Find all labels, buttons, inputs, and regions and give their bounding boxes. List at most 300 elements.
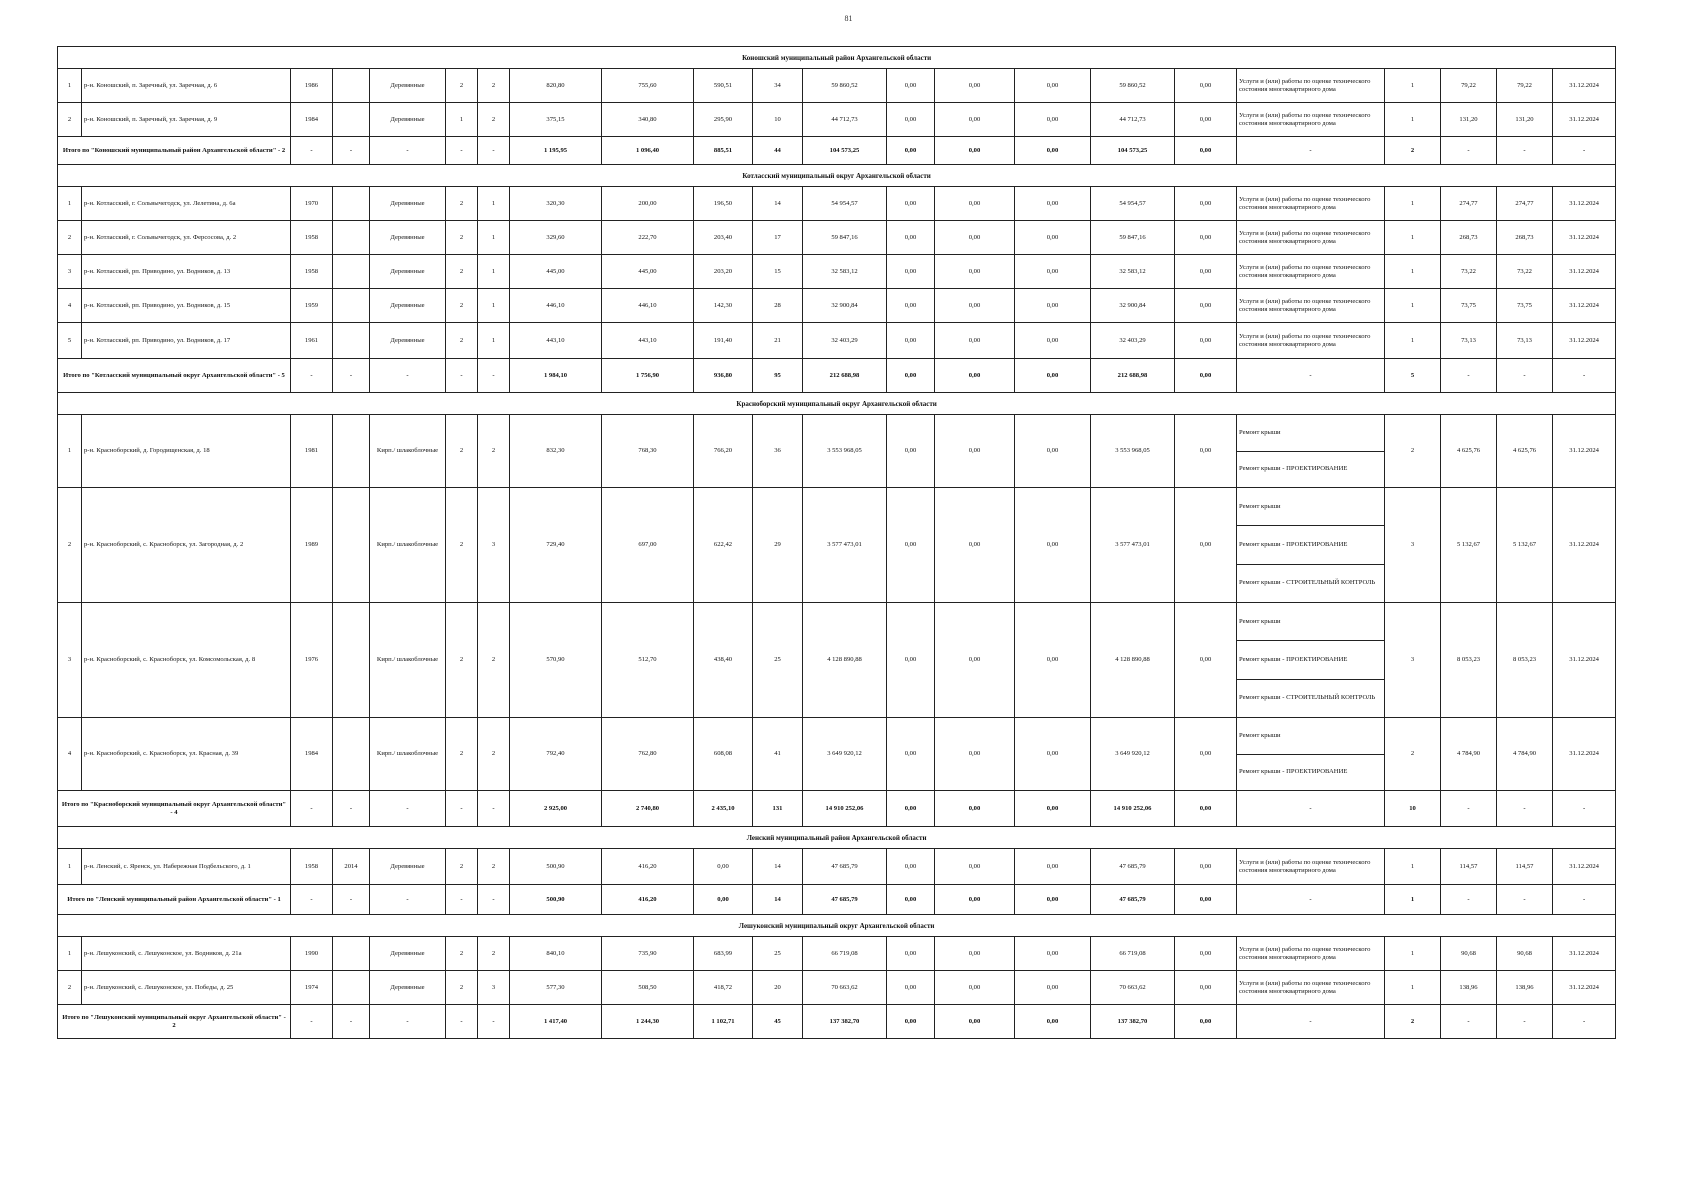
section-title: Красноборский муниципальный округ Архангельской области — [58, 393, 1616, 415]
wall-material-cell: Деревянные — [370, 69, 446, 103]
year-overhaul-cell — [333, 221, 370, 255]
dash-cell: - — [370, 885, 446, 915]
address-cell: р-н. Красноборский, с. Красноборск, ул. Красная, д. 39 — [82, 718, 291, 791]
wall-material-cell: Кирп./ шлакоблочные — [370, 415, 446, 488]
work-count-cell: 1 — [1385, 103, 1441, 137]
total-fund-owners: 14 910 252,06 — [1091, 791, 1175, 827]
dash-cell: - — [478, 137, 510, 165]
floors-cell: 2 — [446, 69, 478, 103]
year-built-cell: 1958 — [291, 255, 333, 289]
year-built-cell: 1958 — [291, 849, 333, 885]
year-overhaul-cell: 2014 — [333, 849, 370, 885]
section-title: Коношский муниципальный район Архангельской области — [58, 47, 1616, 69]
fund-other-cell: 0,00 — [1175, 103, 1237, 137]
work-type-item: Ремонт крыши - СТРОИТЕЛЬНЫЙ КОНТРОЛЬ — [1237, 564, 1384, 602]
dash-cell: - — [446, 791, 478, 827]
dash-cell: - — [446, 1005, 478, 1039]
area-residential-cell: 222,70 — [602, 221, 694, 255]
fund-federal-cell: 0,00 — [887, 255, 935, 289]
wall-material-cell: Деревянные — [370, 103, 446, 137]
dash-cell: - — [333, 1005, 370, 1039]
area-residential-cell: 762,80 — [602, 718, 694, 791]
work-count-cell: 3 — [1385, 603, 1441, 718]
year-overhaul-cell — [333, 488, 370, 603]
year-overhaul-cell — [333, 323, 370, 359]
dash-cell: - — [1441, 791, 1497, 827]
residents-cell: 14 — [753, 849, 803, 885]
work-count-cell: 2 — [1385, 718, 1441, 791]
entrances-cell: 2 — [478, 603, 510, 718]
dash-cell: - — [370, 791, 446, 827]
area-residential-cell: 416,20 — [602, 849, 694, 885]
cost-total-cell: 3 553 968,05 — [803, 415, 887, 488]
area-total-cell: 445,00 — [510, 255, 602, 289]
row-number: 1 — [58, 937, 82, 971]
fund-federal-cell: 0,00 — [887, 187, 935, 221]
work-types-cell — [1237, 937, 1385, 971]
max-unit-cost-cell: 5 132,67 — [1497, 488, 1553, 603]
area-private-cell: 196,50 — [694, 187, 753, 221]
work-types-cell — [1237, 849, 1385, 885]
cost-total-cell: 4 128 890,88 — [803, 603, 887, 718]
year-overhaul-cell — [333, 187, 370, 221]
year-built-cell: 1986 — [291, 69, 333, 103]
total-cost: 47 685,79 — [803, 885, 887, 915]
dash-cell: - — [370, 359, 446, 393]
total-fund-owners: 104 573,25 — [1091, 137, 1175, 165]
deadline-cell: 31.12.2024 — [1553, 971, 1616, 1005]
dash-cell: - — [1441, 885, 1497, 915]
dash-cell: - — [1497, 885, 1553, 915]
table-row — [58, 937, 1616, 971]
work-types-cell — [1237, 289, 1385, 323]
work-count-cell: 1 — [1385, 187, 1441, 221]
address-cell: р-н. Красноборский, с. Красноборск, ул. Комсомольская, д. 8 — [82, 603, 291, 718]
total-residents: 45 — [753, 1005, 803, 1039]
cost-total-cell: 3 649 920,12 — [803, 718, 887, 791]
total-area-private: 885,51 — [694, 137, 753, 165]
fund-other-cell: 0,00 — [1175, 187, 1237, 221]
floors-cell: 2 — [446, 415, 478, 488]
dash-cell: - — [478, 885, 510, 915]
total-residents: 95 — [753, 359, 803, 393]
dash-cell: - — [333, 791, 370, 827]
cost-total-cell: 32 403,29 — [803, 323, 887, 359]
fund-federal-cell: 0,00 — [887, 221, 935, 255]
fund-other-cell: 0,00 — [1175, 255, 1237, 289]
unit-cost-cell: 79,22 — [1441, 69, 1497, 103]
floors-cell: 2 — [446, 323, 478, 359]
dash-cell: - — [1441, 137, 1497, 165]
dash-cell: - — [1237, 1005, 1385, 1039]
work-type-item: Услуги и (или) работы по оценке технического состояния многоквартирного дома — [1239, 858, 1371, 874]
work-count-cell: 1 — [1385, 971, 1441, 1005]
dash-cell: - — [1497, 791, 1553, 827]
capital-repair-table — [57, 46, 1616, 1039]
fund-owners-cell: 59 860,52 — [1091, 69, 1175, 103]
deadline-cell: 31.12.2024 — [1553, 415, 1616, 488]
work-type-item: Услуги и (или) работы по оценке технического состояния многоквартирного дома — [1239, 111, 1371, 127]
residents-cell: 36 — [753, 415, 803, 488]
fund-local-cell: 0,00 — [1015, 323, 1091, 359]
fund-other-cell: 0,00 — [1175, 289, 1237, 323]
deadline-cell: 31.12.2024 — [1553, 603, 1616, 718]
dash-cell: - — [1497, 1005, 1553, 1039]
cost-total-cell: 54 954,57 — [803, 187, 887, 221]
section-title: Котласский муниципальный округ Архангельской области — [58, 165, 1616, 187]
table-row — [58, 187, 1616, 221]
work-count-cell: 1 — [1385, 255, 1441, 289]
cost-total-cell: 66 719,08 — [803, 937, 887, 971]
max-unit-cost-cell: 90,68 — [1497, 937, 1553, 971]
floors-cell: 2 — [446, 488, 478, 603]
wall-material-cell: Деревянные — [370, 323, 446, 359]
dash-cell: - — [1237, 137, 1385, 165]
table-row — [58, 103, 1616, 137]
max-unit-cost-cell: 79,22 — [1497, 69, 1553, 103]
area-total-cell: 446,10 — [510, 289, 602, 323]
area-private-cell: 191,40 — [694, 323, 753, 359]
residents-cell: 21 — [753, 323, 803, 359]
dash-cell: - — [370, 1005, 446, 1039]
total-fund-owners: 212 688,98 — [1091, 359, 1175, 393]
unit-cost-cell: 131,20 — [1441, 103, 1497, 137]
row-number: 1 — [58, 849, 82, 885]
total-cost: 104 573,25 — [803, 137, 887, 165]
area-residential-cell: 200,00 — [602, 187, 694, 221]
total-area-private: 0,00 — [694, 885, 753, 915]
fund-owners-cell: 32 403,29 — [1091, 323, 1175, 359]
max-unit-cost-cell: 138,96 — [1497, 971, 1553, 1005]
year-overhaul-cell — [333, 937, 370, 971]
dash-cell: - — [1237, 885, 1385, 915]
year-built-cell: 1970 — [291, 187, 333, 221]
dash-cell: - — [446, 359, 478, 393]
fund-regional-cell: 0,00 — [935, 849, 1015, 885]
work-type-item: Ремонт крыши - ПРОЕКТИРОВАНИЕ — [1237, 754, 1384, 791]
fund-other-cell: 0,00 — [1175, 937, 1237, 971]
area-residential-cell: 512,70 — [602, 603, 694, 718]
fund-federal-cell: 0,00 — [887, 488, 935, 603]
fund-local-cell: 0,00 — [1015, 971, 1091, 1005]
table-row — [58, 255, 1616, 289]
year-built-cell: 1984 — [291, 718, 333, 791]
total-label: Итого по "Красноборский муниципальный округ Архангельской области" - 4 — [58, 791, 291, 827]
total-fund-regional: 0,00 — [935, 137, 1015, 165]
work-type-item: Ремонт крыши — [1239, 502, 1281, 510]
work-types-cell — [1237, 415, 1385, 488]
cost-total-cell: 59 860,52 — [803, 69, 887, 103]
dash-cell: - — [1441, 359, 1497, 393]
section-total-row — [58, 885, 1616, 915]
deadline-cell: 31.12.2024 — [1553, 323, 1616, 359]
wall-material-cell: Деревянные — [370, 937, 446, 971]
total-cost: 212 688,98 — [803, 359, 887, 393]
wall-material-cell: Деревянные — [370, 221, 446, 255]
residents-cell: 28 — [753, 289, 803, 323]
dash-cell: - — [333, 885, 370, 915]
residents-cell: 17 — [753, 221, 803, 255]
work-type-item: Услуги и (или) работы по оценке технического состояния многоквартирного дома — [1239, 297, 1371, 313]
row-number: 5 — [58, 323, 82, 359]
residents-cell: 20 — [753, 971, 803, 1005]
table-row — [58, 323, 1616, 359]
dash-cell: - — [1497, 137, 1553, 165]
cost-total-cell: 47 685,79 — [803, 849, 887, 885]
section-total-row — [58, 137, 1616, 165]
total-fund-other: 0,00 — [1175, 359, 1237, 393]
fund-local-cell: 0,00 — [1015, 187, 1091, 221]
residents-cell: 25 — [753, 603, 803, 718]
work-types-cell — [1237, 488, 1385, 603]
deadline-cell: 31.12.2024 — [1553, 488, 1616, 603]
area-private-cell: 0,00 — [694, 849, 753, 885]
total-area-residential: 1 096,40 — [602, 137, 694, 165]
year-built-cell: 1961 — [291, 323, 333, 359]
year-overhaul-cell — [333, 415, 370, 488]
fund-federal-cell: 0,00 — [887, 971, 935, 1005]
total-area-total: 1 195,95 — [510, 137, 602, 165]
row-number: 2 — [58, 103, 82, 137]
floors-cell: 2 — [446, 221, 478, 255]
total-area-total: 1 417,40 — [510, 1005, 602, 1039]
fund-local-cell: 0,00 — [1015, 289, 1091, 323]
unit-cost-cell: 274,77 — [1441, 187, 1497, 221]
area-total-cell: 792,40 — [510, 718, 602, 791]
residents-cell: 15 — [753, 255, 803, 289]
floors-cell: 1 — [446, 103, 478, 137]
unit-cost-cell: 8 053,23 — [1441, 603, 1497, 718]
deadline-cell: 31.12.2024 — [1553, 69, 1616, 103]
address-cell: р-н. Котласский, рп. Приводино, ул. Водников, д. 13 — [82, 255, 291, 289]
total-fund-local: 0,00 — [1015, 791, 1091, 827]
floors-cell: 2 — [446, 187, 478, 221]
fund-regional-cell: 0,00 — [935, 69, 1015, 103]
section-total-row — [58, 791, 1616, 827]
fund-other-cell: 0,00 — [1175, 69, 1237, 103]
section-header-row — [58, 915, 1616, 937]
total-fund-federal: 0,00 — [887, 791, 935, 827]
year-overhaul-cell — [333, 255, 370, 289]
fund-federal-cell: 0,00 — [887, 415, 935, 488]
address-cell: р-н. Ленский, с. Яренск, ул. Набережная Подбельского, д. 1 — [82, 849, 291, 885]
total-fund-federal: 0,00 — [887, 137, 935, 165]
max-unit-cost-cell: 131,20 — [1497, 103, 1553, 137]
total-work-count: 5 — [1385, 359, 1441, 393]
work-type-item: Ремонт крыши - ПРОЕКТИРОВАНИЕ — [1237, 451, 1384, 488]
work-count-cell: 1 — [1385, 221, 1441, 255]
total-fund-owners: 47 685,79 — [1091, 885, 1175, 915]
area-residential-cell: 735,90 — [602, 937, 694, 971]
fund-other-cell: 0,00 — [1175, 221, 1237, 255]
table-row — [58, 289, 1616, 323]
fund-other-cell: 0,00 — [1175, 718, 1237, 791]
section-title: Ленский муниципальный район Архангельской области — [58, 827, 1616, 849]
fund-owners-cell: 32 900,84 — [1091, 289, 1175, 323]
dash-cell: - — [1237, 791, 1385, 827]
total-fund-regional: 0,00 — [935, 791, 1015, 827]
area-residential-cell: 445,00 — [602, 255, 694, 289]
fund-regional-cell: 0,00 — [935, 289, 1015, 323]
deadline-cell: 31.12.2024 — [1553, 937, 1616, 971]
fund-regional-cell: 0,00 — [935, 323, 1015, 359]
unit-cost-cell: 90,68 — [1441, 937, 1497, 971]
area-residential-cell: 697,00 — [602, 488, 694, 603]
section-header-row — [58, 47, 1616, 69]
area-residential-cell: 508,50 — [602, 971, 694, 1005]
fund-other-cell: 0,00 — [1175, 415, 1237, 488]
cost-total-cell: 32 583,12 — [803, 255, 887, 289]
unit-cost-cell: 114,57 — [1441, 849, 1497, 885]
fund-federal-cell: 0,00 — [887, 323, 935, 359]
year-built-cell: 1958 — [291, 221, 333, 255]
table-row — [58, 221, 1616, 255]
deadline-cell: 31.12.2024 — [1553, 289, 1616, 323]
work-types-cell — [1237, 323, 1385, 359]
deadline-cell: 31.12.2024 — [1553, 187, 1616, 221]
total-area-total: 500,90 — [510, 885, 602, 915]
total-label: Итого по "Котласский муниципальный округ Архангельской области" - 5 — [58, 359, 291, 393]
work-count-cell: 1 — [1385, 69, 1441, 103]
total-fund-local: 0,00 — [1015, 137, 1091, 165]
max-unit-cost-cell: 4 625,76 — [1497, 415, 1553, 488]
floors-cell: 2 — [446, 718, 478, 791]
address-cell: р-н. Коношский, п. Заречный, ул. Заречная, д. 9 — [82, 103, 291, 137]
area-residential-cell: 340,80 — [602, 103, 694, 137]
fund-federal-cell: 0,00 — [887, 289, 935, 323]
fund-federal-cell: 0,00 — [887, 849, 935, 885]
entrances-cell: 2 — [478, 103, 510, 137]
total-fund-owners: 137 382,70 — [1091, 1005, 1175, 1039]
year-built-cell: 1959 — [291, 289, 333, 323]
work-types-cell — [1237, 221, 1385, 255]
fund-local-cell: 0,00 — [1015, 415, 1091, 488]
total-area-residential: 1 244,30 — [602, 1005, 694, 1039]
fund-owners-cell: 70 663,62 — [1091, 971, 1175, 1005]
work-type-item: Услуги и (или) работы по оценке технического состояния многоквартирного дома — [1239, 263, 1371, 279]
work-count-cell: 1 — [1385, 323, 1441, 359]
section-header-row — [58, 393, 1616, 415]
row-number: 1 — [58, 415, 82, 488]
entrances-cell: 1 — [478, 221, 510, 255]
year-built-cell: 1984 — [291, 103, 333, 137]
work-type-item: Услуги и (или) работы по оценке технического состояния многоквартирного дома — [1239, 979, 1371, 995]
area-total-cell: 820,80 — [510, 69, 602, 103]
total-label: Итого по "Лешуконский муниципальный округ Архангельской области" - 2 — [58, 1005, 291, 1039]
dash-cell: - — [291, 137, 333, 165]
work-types-cell — [1237, 255, 1385, 289]
fund-other-cell: 0,00 — [1175, 971, 1237, 1005]
total-fund-federal: 0,00 — [887, 359, 935, 393]
deadline-cell: 31.12.2024 — [1553, 718, 1616, 791]
work-type-item: Услуги и (или) работы по оценке технического состояния многоквартирного дома — [1239, 945, 1371, 961]
work-types-cell — [1237, 971, 1385, 1005]
work-type-item: Ремонт крыши — [1239, 731, 1281, 739]
residents-cell: 14 — [753, 187, 803, 221]
work-type-item: Услуги и (или) работы по оценке технического состояния многоквартирного дома — [1239, 195, 1371, 211]
entrances-cell: 2 — [478, 69, 510, 103]
dash-cell: - — [1441, 1005, 1497, 1039]
entrances-cell: 2 — [478, 718, 510, 791]
wall-material-cell: Деревянные — [370, 255, 446, 289]
work-count-cell: 1 — [1385, 849, 1441, 885]
section-header-row — [58, 165, 1616, 187]
deadline-cell: 31.12.2024 — [1553, 849, 1616, 885]
cost-total-cell: 70 663,62 — [803, 971, 887, 1005]
fund-owners-cell: 32 583,12 — [1091, 255, 1175, 289]
total-area-private: 936,80 — [694, 359, 753, 393]
unit-cost-cell: 138,96 — [1441, 971, 1497, 1005]
year-built-cell: 1981 — [291, 415, 333, 488]
area-private-cell: 438,40 — [694, 603, 753, 718]
unit-cost-cell: 268,73 — [1441, 221, 1497, 255]
entrances-cell: 1 — [478, 289, 510, 323]
area-private-cell: 203,20 — [694, 255, 753, 289]
section-header-row — [58, 827, 1616, 849]
cost-total-cell: 59 847,16 — [803, 221, 887, 255]
wall-material-cell: Кирп./ шлакоблочные — [370, 603, 446, 718]
fund-owners-cell: 44 712,73 — [1091, 103, 1175, 137]
fund-federal-cell: 0,00 — [887, 69, 935, 103]
total-cost: 137 382,70 — [803, 1005, 887, 1039]
work-count-cell: 3 — [1385, 488, 1441, 603]
entrances-cell: 1 — [478, 187, 510, 221]
total-fund-other: 0,00 — [1175, 885, 1237, 915]
row-number: 2 — [58, 971, 82, 1005]
area-private-cell: 622,42 — [694, 488, 753, 603]
max-unit-cost-cell: 73,13 — [1497, 323, 1553, 359]
row-number: 1 — [58, 69, 82, 103]
address-cell: р-н. Котласский, рп. Приводино, ул. Водников, д. 15 — [82, 289, 291, 323]
page-number: 81 — [844, 14, 853, 23]
dash-cell: - — [333, 359, 370, 393]
max-unit-cost-cell: 114,57 — [1497, 849, 1553, 885]
address-cell: р-н. Котласский, г. Сольвычегодск, ул. Лелетина, д. 6а — [82, 187, 291, 221]
area-private-cell: 142,30 — [694, 289, 753, 323]
floors-cell: 2 — [446, 937, 478, 971]
total-fund-regional: 0,00 — [935, 1005, 1015, 1039]
fund-local-cell: 0,00 — [1015, 937, 1091, 971]
unit-cost-cell: 5 132,67 — [1441, 488, 1497, 603]
area-total-cell: 443,10 — [510, 323, 602, 359]
entrances-cell: 1 — [478, 255, 510, 289]
total-residents: 131 — [753, 791, 803, 827]
year-built-cell: 1976 — [291, 603, 333, 718]
fund-owners-cell: 66 719,08 — [1091, 937, 1175, 971]
total-area-residential: 2 740,80 — [602, 791, 694, 827]
total-area-residential: 416,20 — [602, 885, 694, 915]
floors-cell: 2 — [446, 603, 478, 718]
area-total-cell: 375,15 — [510, 103, 602, 137]
fund-local-cell: 0,00 — [1015, 255, 1091, 289]
fund-federal-cell: 0,00 — [887, 103, 935, 137]
year-overhaul-cell — [333, 718, 370, 791]
area-residential-cell: 755,60 — [602, 69, 694, 103]
max-unit-cost-cell: 8 053,23 — [1497, 603, 1553, 718]
work-types-cell — [1237, 718, 1385, 791]
entrances-cell: 2 — [478, 849, 510, 885]
total-fund-other: 0,00 — [1175, 791, 1237, 827]
max-unit-cost-cell: 73,22 — [1497, 255, 1553, 289]
table-row — [58, 415, 1616, 488]
total-area-residential: 1 756,90 — [602, 359, 694, 393]
area-private-cell: 295,90 — [694, 103, 753, 137]
unit-cost-cell: 4 784,90 — [1441, 718, 1497, 791]
fund-federal-cell: 0,00 — [887, 937, 935, 971]
dash-cell: - — [1553, 885, 1616, 915]
total-fund-other: 0,00 — [1175, 1005, 1237, 1039]
fund-other-cell: 0,00 — [1175, 849, 1237, 885]
